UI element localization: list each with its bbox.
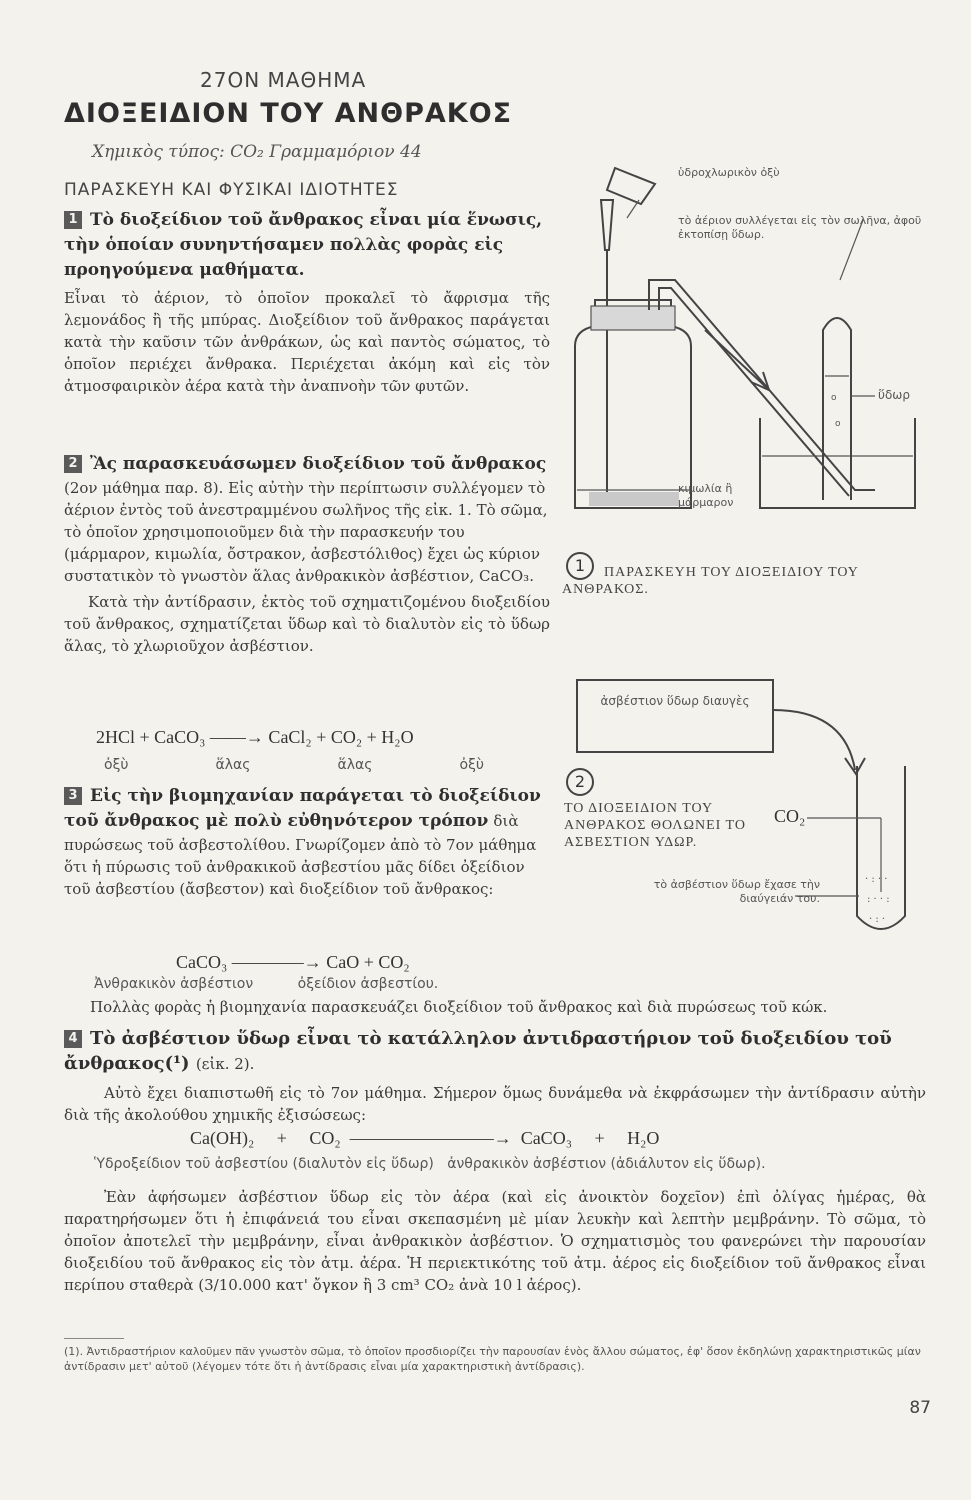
section-2-lead: 2 Ἂς παρασκευάσωμεν διοξείδιον τοῦ ἄνθρακος <box>64 454 546 474</box>
section-4-body-1: Αὐτὸ ἔχει διαπιστωθῆ εἰς τὸ 7ον μάθημα. Σήμερον ὅμως δυνάμεθα νὰ ἐκφράσωμεν τὴν ἀντίδρασιν αὐτὴν διὰ τῆς ἀκολούθου χημικῆς ἐξισώσεως: <box>64 1084 926 1124</box>
section-2 <box>64 452 550 657</box>
precipitate: · : · · <box>865 874 888 885</box>
marble-pieces <box>589 492 679 506</box>
figure-2-caption: ΤΟ ΔΙΟΞΕΙΔΙΟΝ ΤΟΥ ΑΝΘΡΑΚΟΣ ΘΟΛΩΝΕΙ ΤΟ ΑΣΒΕΣΤΙΟΝ ΥΔΩΡ. <box>564 801 746 850</box>
lesson-number: 27ΟΝ ΜΑΘΗΜΑ <box>200 68 367 92</box>
section-4-lead: 4 Τὸ ἀσβέστιον ὕδωρ εἶναι τὸ κατάλληλον ἀντιδραστήριον τοῦ διοξειδίου τοῦ ἄνθρακος(¹) (εἰκ. 2). <box>64 1028 892 1074</box>
section-1-body: Εἶναι τὸ ἀέριον, τὸ ὁποῖον προκαλεῖ τὸ ἄφρισμα τῆς λεμονάδος ἢ τῆς μπύρας. Διοξείδιον τοῦ ἄνθρακος παράγεται κατὰ τὴν καῦσιν τῶν ἀνθράκων, ὡς καὶ παντὸς σώματος, τὸ ὁποῖον περιέχει ἄνθρακα. Περιέχεται ἀκόμη καὶ εἰς τὸν ἀτμοσφαιρικὸν ἀέρα κατὰ τὴν ἀναπνοὴν τῶν φυτῶν. <box>64 289 550 395</box>
section-4 <box>64 1026 926 1126</box>
equation-3: Ca(OH)₂ + CO₂ ————————→ CaCO₃ + H₂O <box>190 1128 660 1148</box>
section-2-body-2: Κατὰ τὴν ἀντίδρασιν, ἐκτὸς τοῦ σχηματιζομένου διοξειδίου τοῦ ἄνθρακος, σχηματίζεται ὕδωρ καὶ τὸ διαλυτὸν εἰς τὸ ὕδωρ ἅλας, τὸ χλωριοῦχον ἀσβέστιον. <box>64 593 550 655</box>
section-number: 2 <box>64 455 82 473</box>
gas-bottle <box>575 300 691 508</box>
equation-1-labels: ὀξὺ ἅλας ἅλας ὀξὺ <box>104 757 484 773</box>
page-title: ΔΙΟΞΕΙΔΙΟΝ ΤΟΥ ΑΝΘΡΑΚΟΣ <box>64 98 513 129</box>
section-heading: ΠΑΡΑΣΚΕΥΗ ΚΑΙ ΦΥΣΙΚΑΙ ΙΔΙΟΤΗΤΕΣ <box>64 180 399 200</box>
acid-pour <box>627 200 639 218</box>
label-acid: ὑδροχλωρικὸν ὀξὺ <box>678 166 780 179</box>
figure-1-number: 1 <box>566 552 594 580</box>
section-3-body: διὰ πυρώσεως τοῦ ἀσβεστολίθου. Γνωρίζομεν ἀπὸ τὸ 7ον μάθημα ὅτι ἡ πύρωσις τοῦ ἀνθρακικοῦ ἀσβεστίου μᾶς δίδει ὀξείδιον τοῦ ἀσβεστίου (ἄσβεστον) καὶ διοξείδιον τοῦ ἄνθρακος: <box>64 812 537 898</box>
label-water: ὕδωρ <box>878 388 910 402</box>
section-3 <box>64 784 550 900</box>
collection-tube <box>823 318 851 500</box>
footnote: (1). Ἀντιδραστήριον καλοῦμεν πᾶν γνωστὸν σῶμα, τὸ ὁποῖον προσδιορίζει τὴν παρουσίαν ἑνὸς ἄλλου σώματος, ἐφ' ὅσον ἐκδηλώνῃ χαρακτηριστικῶς μίαν ἀντίδρασιν μετ' αὐτοῦ (λέγομεν τότε ὅτι ἡ ἀντίδρασις εἶναι μία χαρακτηριστικὴ ἀντίδρασις). <box>64 1345 921 1373</box>
pour-arrow <box>773 710 855 770</box>
section-number: 4 <box>64 1030 82 1048</box>
label-gas: τὸ ἀέριον συλλέγεται εἰς τὸν σωλῆνα, ἀφοῦ ἐκτοπίσῃ ὕδωρ. <box>678 214 922 241</box>
label-cloudy: τὸ ἀσβέστιον ὕδωρ ἔχασε τὴν διαύγειάν του. <box>653 878 820 905</box>
bubble: o <box>831 393 837 403</box>
equation-2: CaCO₃ ————→ CaO + CO₂ <box>176 952 410 972</box>
water-trough <box>760 418 915 508</box>
page-number: 87 <box>909 1398 931 1418</box>
figure-1-caption: ΠΑΡΑΣΚΕΥΗ ΤΟΥ ΔΙΟΞΕΙΔΙΟΥ ΤΟΥ ΑΝΘΡΑΚΟΣ. <box>562 565 859 597</box>
equation-2-labels: Ἀνθρακικὸν ἀσβέστιον ὀξείδιον ἀσβεστίου. <box>94 976 439 992</box>
stopper <box>591 306 675 330</box>
section-number: 3 <box>64 787 82 805</box>
acid-beaker <box>607 168 655 204</box>
section-1 <box>64 208 550 397</box>
bubble: o <box>835 419 841 429</box>
precipitate: · : · <box>869 914 886 925</box>
section-number: 1 <box>64 211 82 229</box>
thistle-funnel <box>601 200 613 250</box>
section-1-lead: 1 Τὸ διοξείδιον τοῦ ἄνθρακος εἶναι μία ἕνωσις, τὴν ὁποίαν συνηντήσαμεν πολλὰς φορὰς εἰς προηγούμενα μαθήματα. <box>64 210 543 280</box>
label-marble: κιμωλία ἢ μάρμαρον <box>678 482 734 509</box>
delivery-tube <box>649 280 875 490</box>
equation-1: 2HCl + CaCO₃ ——→ CaCl₂ + CO₂ + H₂O <box>96 727 414 747</box>
footnote-rule <box>64 1338 124 1339</box>
formula-line: Χημικὸς τύπος: CO₂ Γραμμαμόριον 44 <box>92 142 422 162</box>
section-3-lead: 3 Εἰς τὴν βιομηχανίαν παράγεται τὸ διοξείδιον τοῦ ἄνθρακος μὲ πολὺ εὐθηνότερον τρόπον <box>64 786 541 831</box>
limewater-box <box>577 680 773 752</box>
label-co2: CO₂ <box>774 806 806 826</box>
precipitate: : · · : <box>867 894 890 905</box>
section-4-body-2: Ἐὰν ἀφήσωμεν ἀσβέστιον ὕδωρ εἰς τὸν ἀέρα (καὶ εἰς ἀνοικτὸν δοχεῖον) ἐπὶ ὀλίγας ἡμέρας, θὰ παρατηρήσωμεν ὅτι ἡ ἐπιφάνειά του εἶναι σκεπασμένη μὲ μίαν λευκὴν καὶ λεπτὴν μεμβράνην. Τὸ σῶμα, τὸ ὁποῖον ἀποτελεῖ τὴν μεμβράνην, εἶναι ἀνθρακικὸν ἀσβέστιον. Ὁ σχηματισμὸς του φανερώνει τὴν παρουσίαν διοξειδίου τοῦ ἄνθρακος εἰς τὸν ἀτμ. ἀέρα. Ἡ περιεκτικότης τοῦ ἀτμ. ἀέρος εἰς διοξείδιον τοῦ ἄνθρακος εἶναι περίπου σταθερὰ (3/10.000 κατ' ὄγκον ἢ 3 cm³ CO₂ ἀνὰ 10 l ἀέρος). <box>64 1188 926 1294</box>
flow-arrow <box>705 330 767 388</box>
section-2-body: (2ον μάθημα παρ. 8). Εἰς αὐτὴν τὴν περίπτωσιν συλλέγομεν τὸ ἀέριον ἐντὸς τοῦ ἀνεστραμμένου σωλῆνος τῆς εἰκ. 1. Τὸ σῶμα, τὸ ὁποῖον χρησιμοποιοῦμεν διὰ τὴν παρασκευήν του (μάρμαρον, κιμωλία, ὄστρακον, ἀσβεστόλιθος) ἔχει ὡς κύριον συστατικὸν τὸ γνωστὸν ἅλας ἀνθρακικὸν ἀσβέστιον, CaCO₃. <box>64 479 548 585</box>
section-3-after: Πολλὰς φορὰς ἡ βιομηχανία παρασκευάζει διοξείδιον τοῦ ἄνθρακος καὶ διὰ πυρώσεως τοῦ κώκ. <box>90 998 828 1016</box>
delivery-tube-inner <box>659 288 849 496</box>
label-limewater: ἀσβέστιον ὕδωρ διαυγὲς <box>600 694 750 708</box>
equation-3-labels: Ὑδροξείδιον τοῦ ἀσβεστίου (διαλυτὸν εἰς ὕδωρ) ἀνθρακικὸν ἀσβέστιον (ἀδιάλυτον εἰς ὕδωρ). <box>94 1156 766 1172</box>
figure-2-number: 2 <box>566 768 594 796</box>
